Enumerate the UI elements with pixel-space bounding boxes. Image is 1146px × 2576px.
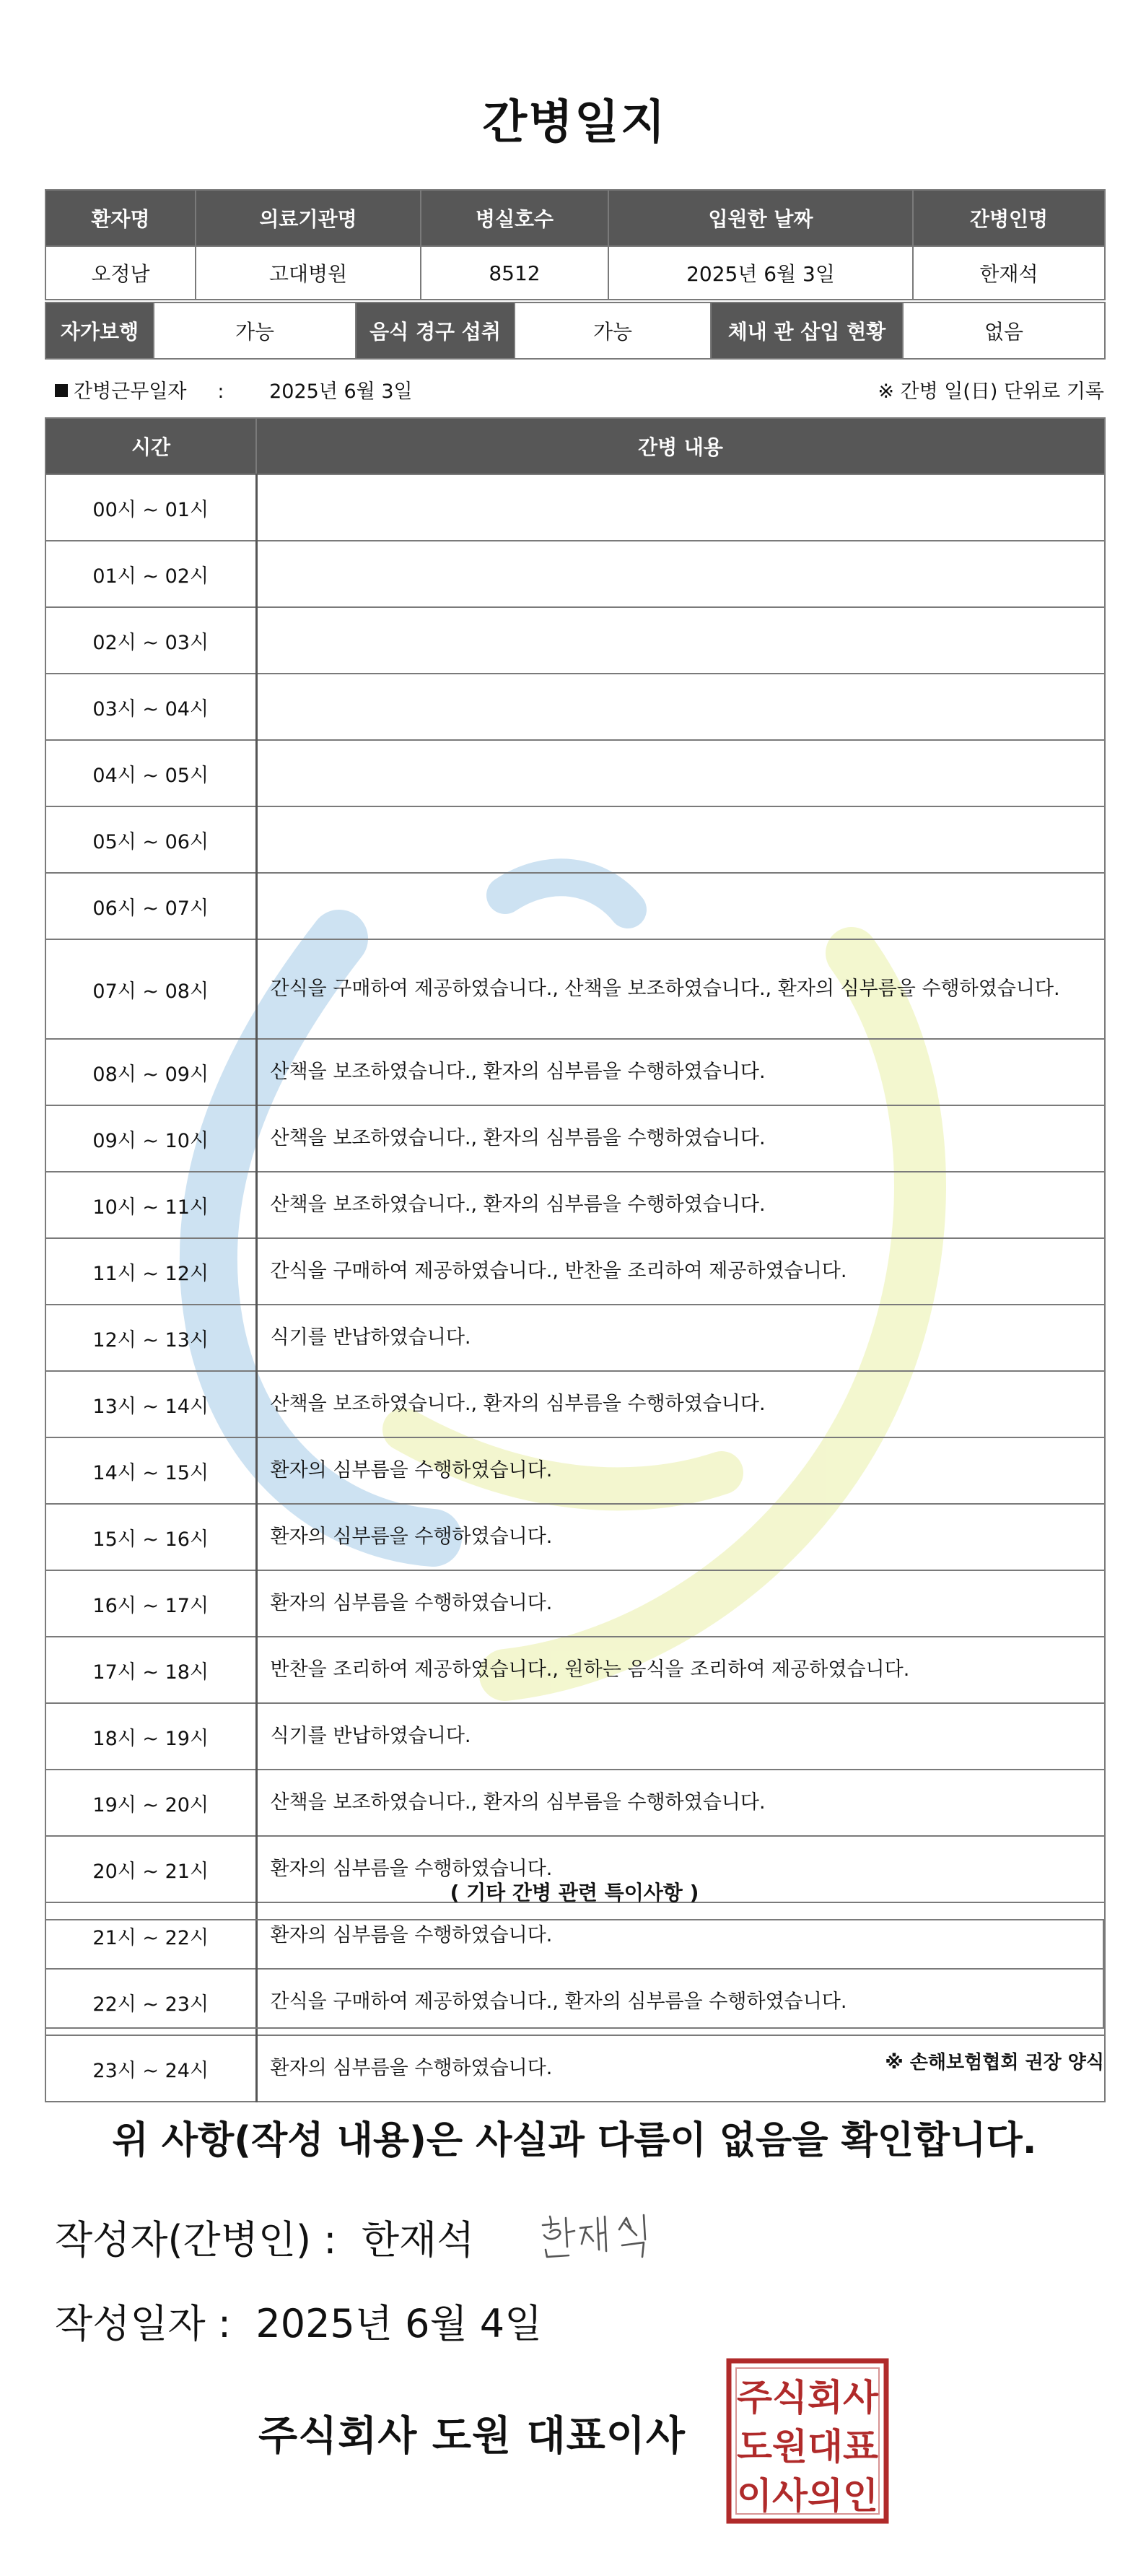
daily-record-note: ※ 간병 일(日) 단위로 기록 xyxy=(878,380,1104,403)
care-content-cell: 식기를 반납하였습니다. xyxy=(256,1703,1105,1770)
remarks-box xyxy=(45,1919,1104,2029)
care-log-row xyxy=(45,541,1105,607)
time-slot-cell: 21시 ~ 22시 xyxy=(45,1902,256,1969)
time-slot-cell: 00시 ~ 01시 xyxy=(45,474,256,541)
time-slot-cell: 04시 ~ 05시 xyxy=(45,740,256,806)
tube-status-label: 체내 관 삽입 현황 xyxy=(711,303,903,359)
care-content-cell: 산책을 보조하였습니다., 환자의 심부름을 수행하였습니다. xyxy=(256,1371,1105,1437)
time-slot-cell: 19시 ~ 20시 xyxy=(45,1770,256,1836)
oral-intake-value: 가능 xyxy=(515,303,711,359)
patient-status-table xyxy=(45,302,1106,360)
care-content-cell xyxy=(256,873,1105,939)
time-slot-cell: 01시 ~ 02시 xyxy=(45,541,256,607)
company-seal xyxy=(726,2358,889,2524)
patient-status-row xyxy=(45,303,1105,359)
written-date-label: 작성일자 : xyxy=(55,2301,232,2346)
care-content-cell: 환자의 심부름을 수행하였습니다. xyxy=(256,1836,1105,1902)
remarks-title: ( 기타 간병 관련 특이사항 ) xyxy=(450,1881,699,1905)
care-log-row xyxy=(45,873,1105,939)
care-log-row xyxy=(45,674,1105,740)
care-log-row xyxy=(45,1238,1105,1305)
svg-text:주식회사: 주식회사 xyxy=(737,2377,879,2419)
tube-status-value: 없음 xyxy=(903,303,1105,359)
care-content-cell: 환자의 심부름을 수행하였습니다. xyxy=(256,2035,1105,2102)
care-log-row xyxy=(45,1105,1105,1172)
time-slot-cell: 10시 ~ 11시 xyxy=(45,1172,256,1238)
patient-info-value-row xyxy=(45,246,1105,300)
document-title: 간병일지 xyxy=(482,96,667,149)
care-log-row xyxy=(45,607,1105,674)
care-log-row xyxy=(45,1570,1105,1637)
patient-info-header-row xyxy=(45,190,1105,246)
care-content-cell xyxy=(256,740,1105,806)
care-content-cell xyxy=(256,806,1105,873)
care-content-cell: 산책을 보조하였습니다., 환자의 심부름을 수행하였습니다. xyxy=(256,1105,1105,1172)
care-log-row xyxy=(45,1637,1105,1703)
time-slot-cell: 23시 ~ 24시 xyxy=(45,2035,256,2102)
walking-value: 가능 xyxy=(154,303,356,359)
time-slot-cell: 07시 ~ 08시 xyxy=(45,939,256,1039)
care-content-cell xyxy=(256,607,1105,674)
time-slot-cell: 05시 ~ 06시 xyxy=(45,806,256,873)
time-slot-cell: 18시 ~ 19시 xyxy=(45,1703,256,1770)
care-content-cell: 환자의 심부름을 수행하였습니다. xyxy=(256,1437,1105,1504)
time-slot-cell: 16시 ~ 17시 xyxy=(45,1570,256,1637)
care-log-row xyxy=(45,1504,1105,1570)
writer-name: 한재석 xyxy=(361,2217,475,2263)
care-log-row xyxy=(45,474,1105,541)
care-content-cell: 환자의 심부름을 수행하였습니다. xyxy=(256,1504,1105,1570)
care-content-cell: 간식을 구매하여 제공하였습니다., 환자의 심부름을 수행하였습니다. xyxy=(256,1969,1105,2035)
writer-label: 작성자(간병인) : xyxy=(55,2217,337,2263)
time-slot-cell: 15시 ~ 16시 xyxy=(45,1504,256,1570)
care-log-table xyxy=(45,417,1106,2102)
care-content-cell xyxy=(256,541,1105,607)
care-content-cell: 산책을 보조하였습니다., 환자의 심부름을 수행하였습니다. xyxy=(256,1039,1105,1105)
care-log-row xyxy=(45,1703,1105,1770)
care-content-cell: 환자의 심부름을 수행하였습니다. xyxy=(256,1902,1105,1969)
time-slot-cell: 13시 ~ 14시 xyxy=(45,1371,256,1437)
company-representative: 주식회사 도원 대표이사 xyxy=(258,2413,686,2460)
care-log-row xyxy=(45,1039,1105,1105)
svg-text:이사의인: 이사의인 xyxy=(737,2475,878,2517)
time-slot-cell: 11시 ~ 12시 xyxy=(45,1238,256,1305)
room-number-value: 8512 xyxy=(421,246,608,300)
care-log-row xyxy=(45,939,1105,1039)
care-log-row xyxy=(45,1371,1105,1437)
handwritten-signature xyxy=(535,2203,665,2266)
care-log-row xyxy=(45,1172,1105,1238)
admission-date-header: 입원한 날짜 xyxy=(608,190,913,246)
time-slot-cell: 12시 ~ 13시 xyxy=(45,1305,256,1371)
room-number-header: 병실호수 xyxy=(421,190,608,246)
care-content-cell: 산책을 보조하였습니다., 환자의 심부름을 수행하였습니다. xyxy=(256,1770,1105,1836)
care-date-colon: : xyxy=(217,380,224,403)
caregiver-name-value: 한재석 xyxy=(913,246,1105,300)
confirmation-statement: 위 사항(작성 내용)은 사실과 다름이 없음을 확인합니다. xyxy=(112,2119,1037,2162)
care-content-header: 간병 내용 xyxy=(256,418,1105,474)
care-content-cell: 식기를 반납하였습니다. xyxy=(256,1305,1105,1371)
oral-intake-label: 음식 경구 섭취 xyxy=(356,303,515,359)
hospital-name-value: 고대병원 xyxy=(196,246,421,300)
written-date-value: 2025년 6월 4일 xyxy=(255,2301,543,2346)
care-date-label: 간병근무일자 xyxy=(74,380,187,403)
time-slot-cell: 17시 ~ 18시 xyxy=(45,1637,256,1703)
time-slot-cell: 08시 ~ 09시 xyxy=(45,1039,256,1105)
care-date xyxy=(55,375,413,404)
time-slot-cell: 06시 ~ 07시 xyxy=(45,873,256,939)
patient-info-table xyxy=(45,189,1106,300)
patient-name-header: 환자명 xyxy=(45,190,196,246)
square-bullet-icon xyxy=(55,384,68,397)
writer-line xyxy=(55,2209,474,2265)
care-content-cell: 간식을 구매하여 제공하였습니다., 산책을 보조하였습니다., 환자의 심부름을 수행하였습니다. xyxy=(256,939,1105,1039)
hospital-name-header: 의료기관명 xyxy=(196,190,421,246)
patient-name-value: 오정남 xyxy=(45,246,196,300)
time-slot-cell: 20시 ~ 21시 xyxy=(45,1836,256,1902)
care-content-cell xyxy=(256,674,1105,740)
care-log-body xyxy=(45,474,1105,2102)
admission-date-value: 2025년 6월 3일 xyxy=(608,246,913,300)
care-content-cell: 환자의 심부름을 수행하였습니다. xyxy=(256,1570,1105,1637)
time-slot-cell: 02시 ~ 03시 xyxy=(45,607,256,674)
time-slot-cell: 22시 ~ 23시 xyxy=(45,1969,256,2035)
care-content-cell xyxy=(256,474,1105,541)
care-content-cell: 간식을 구매하여 제공하였습니다., 반찬을 조리하여 제공하였습니다. xyxy=(256,1238,1105,1305)
care-log-row xyxy=(45,1437,1105,1504)
caregiver-name-header: 간병인명 xyxy=(913,190,1105,246)
time-header: 시간 xyxy=(45,418,256,474)
care-log-row xyxy=(45,1770,1105,1836)
care-log-header-row xyxy=(45,418,1105,474)
care-date-line xyxy=(45,375,1104,404)
time-slot-cell: 14시 ~ 15시 xyxy=(45,1437,256,1504)
care-content-cell: 산책을 보조하였습니다., 환자의 심부름을 수행하였습니다. xyxy=(256,1172,1105,1238)
walking-label: 자가보행 xyxy=(45,303,154,359)
care-date-value: 2025년 6월 3일 xyxy=(269,380,413,403)
written-date-line xyxy=(55,2293,542,2349)
care-log-row xyxy=(45,740,1105,806)
care-log-row xyxy=(45,806,1105,873)
care-content-cell: 반찬을 조리하여 제공하였습니다., 원하는 음식을 조리하여 제공하였습니다. xyxy=(256,1637,1105,1703)
svg-text:도원대표: 도원대표 xyxy=(737,2426,879,2468)
time-slot-cell: 09시 ~ 10시 xyxy=(45,1105,256,1172)
care-log-row xyxy=(45,1305,1105,1371)
form-note: ※ 손해보험협회 권장 양식 xyxy=(885,2052,1104,2074)
time-slot-cell: 03시 ~ 04시 xyxy=(45,674,256,740)
